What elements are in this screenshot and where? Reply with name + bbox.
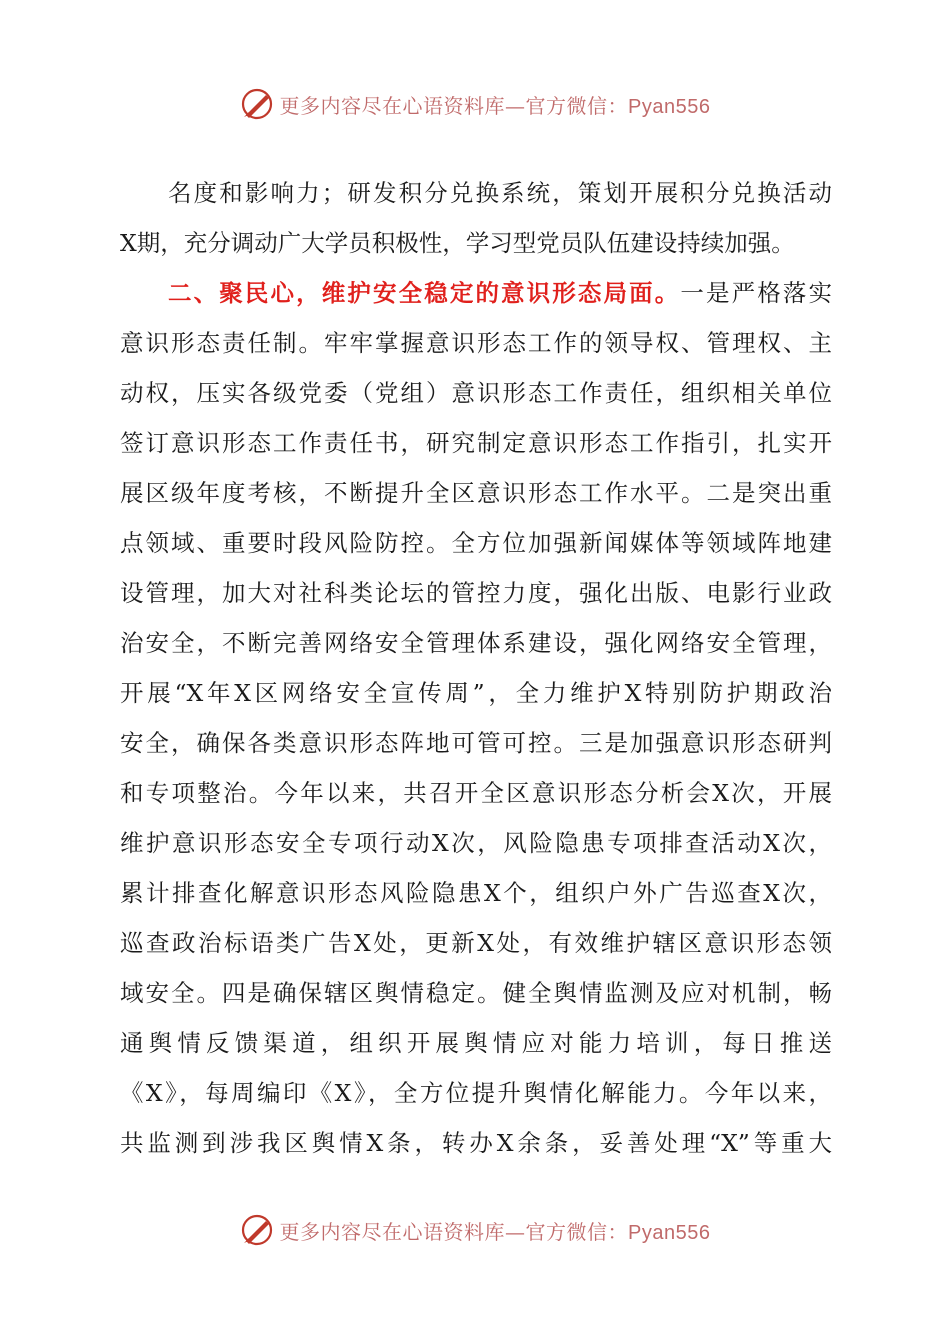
wechat-handle: Pyan556 xyxy=(628,1221,711,1244)
text-line: 《X》，每周编印《X》，全方位提升舆情化解能力。今年以来， xyxy=(120,1079,832,1107)
document-body xyxy=(120,168,832,1168)
text-line: 共监测到涉我区舆情X条，转办X余条，妥善处理“X”等重大 xyxy=(120,1129,832,1157)
text-line: 巡查政治标语类广告X处，更新X处，有效维护辖区意识形态领 xyxy=(120,929,832,957)
text-line: 动权，压实各级党委（党组）意识形态工作责任，组织相关单位 xyxy=(120,379,832,407)
text-fragment: 一是严格落实 xyxy=(680,279,832,307)
text-line: 累计排查化解意识形态风险隐患X个，组织户外广告巡查X次， xyxy=(120,879,832,907)
footer-banner xyxy=(0,1210,950,1250)
text-line: 和专项整治。今年以来，共召开全区意识形态分析会X次，开展 xyxy=(120,779,832,807)
header-banner xyxy=(0,84,950,124)
text-line: 意识形态责任制。牢牢掌握意识形态工作的领导权、管理权、主 xyxy=(120,329,832,357)
pen-logo-icon xyxy=(240,87,274,121)
text-line: 维护意识形态安全专项行动X次，风险隐患专项排查活动X次， xyxy=(120,829,832,857)
text-line: X期，充分调动广大学员积极性，学习型党员队伍建设持续加强。 xyxy=(120,229,795,257)
header-banner-text: 更多内容尽在心语资料库—官方微信：Pyan556 xyxy=(279,93,711,118)
text-line: 域安全。四是确保辖区舆情稳定。健全舆情监测及应对机制，畅 xyxy=(120,979,832,1007)
text-line: 开展“X年X区网络安全宣传周”，全力维护X特别防护期政治 xyxy=(120,679,832,707)
footer-banner-text: 更多内容尽在心语资料库—官方微信：Pyan556 xyxy=(279,1219,711,1244)
text-line: 签订意识形态工作责任书，研究制定意识形态工作指引，扎实开 xyxy=(120,429,832,457)
pen-logo-icon xyxy=(240,1213,274,1247)
section-heading: 二、聚民心，维护安全稳定的意识形态局面。 xyxy=(168,279,681,307)
text-line: 名度和影响力；研发积分兑换系统，策划开展积分兑换活动 xyxy=(168,179,832,207)
text-line: 治安全，不断完善网络安全管理体系建设，强化网络安全管理， xyxy=(120,629,832,657)
text-line: 安全，确保各类意识形态阵地可管可控。三是加强意识形态研判 xyxy=(120,729,832,757)
wechat-handle: Pyan556 xyxy=(628,95,711,118)
text-line: 展区级年度考核，不断提升全区意识形态工作水平。二是突出重 xyxy=(120,479,832,507)
section-heading-line xyxy=(120,268,832,318)
text-line: 通舆情反馈渠道，组织开展舆情应对能力培训，每日推送 xyxy=(120,1029,832,1057)
text-line: 点领域、重要时段风险防控。全方位加强新闻媒体等领域阵地建 xyxy=(120,529,832,557)
text-line: 设管理，加大对社科类论坛的管控力度，强化出版、电影行业政 xyxy=(120,579,832,607)
